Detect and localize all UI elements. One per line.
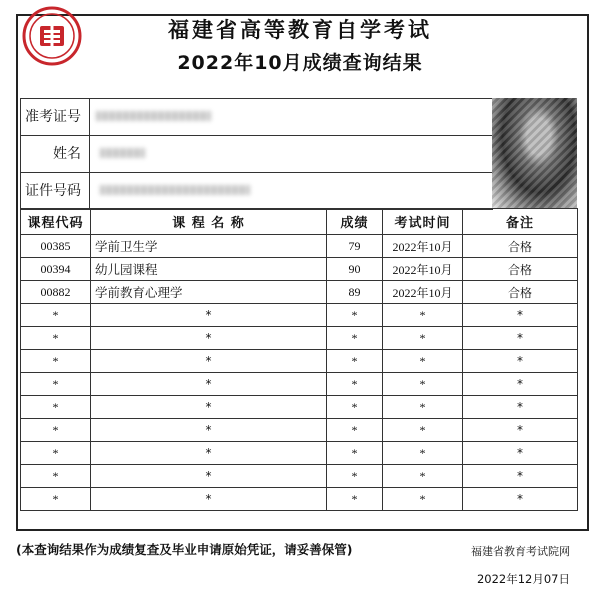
- score-cell: *: [327, 327, 383, 350]
- score-cell: *: [327, 373, 383, 396]
- score-cell: *: [327, 350, 383, 373]
- course-code-cell: *: [21, 488, 91, 511]
- course-name-cell: 幼儿园课程: [91, 258, 327, 281]
- remark-cell: 合格: [463, 281, 578, 304]
- course-code-cell: 00394: [21, 258, 91, 281]
- course-name-cell: *: [91, 396, 327, 419]
- remark-cell: *: [463, 442, 578, 465]
- course-name-cell: *: [91, 442, 327, 465]
- course-name-cell: 学前教育心理学: [91, 281, 327, 304]
- col-course-name: 课 程 名 称: [91, 209, 327, 235]
- exam-date-cell: *: [383, 396, 463, 419]
- exam-date-cell: *: [383, 488, 463, 511]
- exam-no-row: [20, 99, 493, 136]
- score-cell: *: [327, 488, 383, 511]
- footer-org: 福建省教育考试院网: [471, 545, 570, 558]
- exam-date-cell: *: [383, 373, 463, 396]
- table-row: [21, 396, 578, 419]
- remark-cell: *: [463, 465, 578, 488]
- name-label: 姓名: [20, 136, 90, 172]
- course-name-cell: *: [91, 373, 327, 396]
- score-cell: *: [327, 396, 383, 419]
- exam-no-label: 准考证号: [20, 99, 90, 135]
- course-name-cell: *: [91, 327, 327, 350]
- exam-date-cell: *: [383, 465, 463, 488]
- table-row: [21, 304, 578, 327]
- page-subtitle: 2022年10月成绩查询结果: [177, 52, 423, 74]
- course-name-cell: *: [91, 488, 327, 511]
- course-code-cell: *: [21, 465, 91, 488]
- id-label: 证件号码: [20, 173, 90, 209]
- exam-date-cell: *: [383, 350, 463, 373]
- remark-cell: *: [463, 327, 578, 350]
- course-code-cell: *: [21, 396, 91, 419]
- page-title: 福建省高等教育自学考试: [168, 18, 432, 42]
- remark-cell: *: [463, 419, 578, 442]
- course-code-cell: *: [21, 327, 91, 350]
- course-code-cell: *: [21, 304, 91, 327]
- table-row: [21, 258, 578, 281]
- score-cell: *: [327, 465, 383, 488]
- col-exam-date: 考试时间: [383, 209, 463, 235]
- col-score: 成绩: [327, 209, 383, 235]
- course-name-cell: *: [91, 304, 327, 327]
- table-row: [21, 373, 578, 396]
- course-code-cell: *: [21, 419, 91, 442]
- remark-cell: 合格: [463, 258, 578, 281]
- score-cell: 89: [327, 281, 383, 304]
- name-row: [20, 136, 493, 173]
- course-code-cell: *: [21, 442, 91, 465]
- table-row: [21, 442, 578, 465]
- remark-cell: *: [463, 350, 578, 373]
- score-cell: 90: [327, 258, 383, 281]
- table-row: [21, 350, 578, 373]
- course-name-cell: *: [91, 465, 327, 488]
- table-row: [21, 327, 578, 350]
- exam-date-cell: *: [383, 419, 463, 442]
- course-code-cell: *: [21, 373, 91, 396]
- table-row: [21, 419, 578, 442]
- table-row: [21, 488, 578, 511]
- exam-date-cell: 2022年10月: [383, 235, 463, 258]
- col-course-code: 课程代码: [21, 209, 91, 235]
- course-code-cell: *: [21, 350, 91, 373]
- exam-date-cell: *: [383, 327, 463, 350]
- footer-date: 2022年12月07日: [476, 572, 570, 586]
- col-remark: 备注: [463, 209, 578, 235]
- score-cell: *: [327, 442, 383, 465]
- table-row: [21, 235, 578, 258]
- remark-cell: 合格: [463, 235, 578, 258]
- remark-cell: *: [463, 488, 578, 511]
- exam-date-cell: 2022年10月: [383, 281, 463, 304]
- score-cell: *: [327, 304, 383, 327]
- table-header-row: [21, 209, 578, 235]
- course-name-cell: *: [91, 419, 327, 442]
- footer-note: (本查询结果作为成绩复查及毕业申请原始凭证，请妥善保管): [16, 542, 353, 557]
- course-code-cell: 00882: [21, 281, 91, 304]
- score-cell: 79: [327, 235, 383, 258]
- course-code-cell: 00385: [21, 235, 91, 258]
- course-name-cell: 学前卫生学: [91, 235, 327, 258]
- exam-date-cell: *: [383, 442, 463, 465]
- exam-no-redacted: [96, 111, 211, 121]
- course-name-cell: *: [91, 350, 327, 373]
- name-redacted: [100, 148, 145, 158]
- candidate-photo: [492, 98, 577, 208]
- grades-table: [20, 208, 578, 511]
- exam-date-cell: *: [383, 304, 463, 327]
- id-row: [20, 173, 493, 210]
- table-row: [21, 281, 578, 304]
- score-cell: *: [327, 419, 383, 442]
- remark-cell: *: [463, 373, 578, 396]
- remark-cell: *: [463, 396, 578, 419]
- exam-seal-logo-icon: [22, 6, 82, 66]
- table-row: [21, 465, 578, 488]
- exam-date-cell: 2022年10月: [383, 258, 463, 281]
- id-redacted: [100, 185, 250, 195]
- remark-cell: *: [463, 304, 578, 327]
